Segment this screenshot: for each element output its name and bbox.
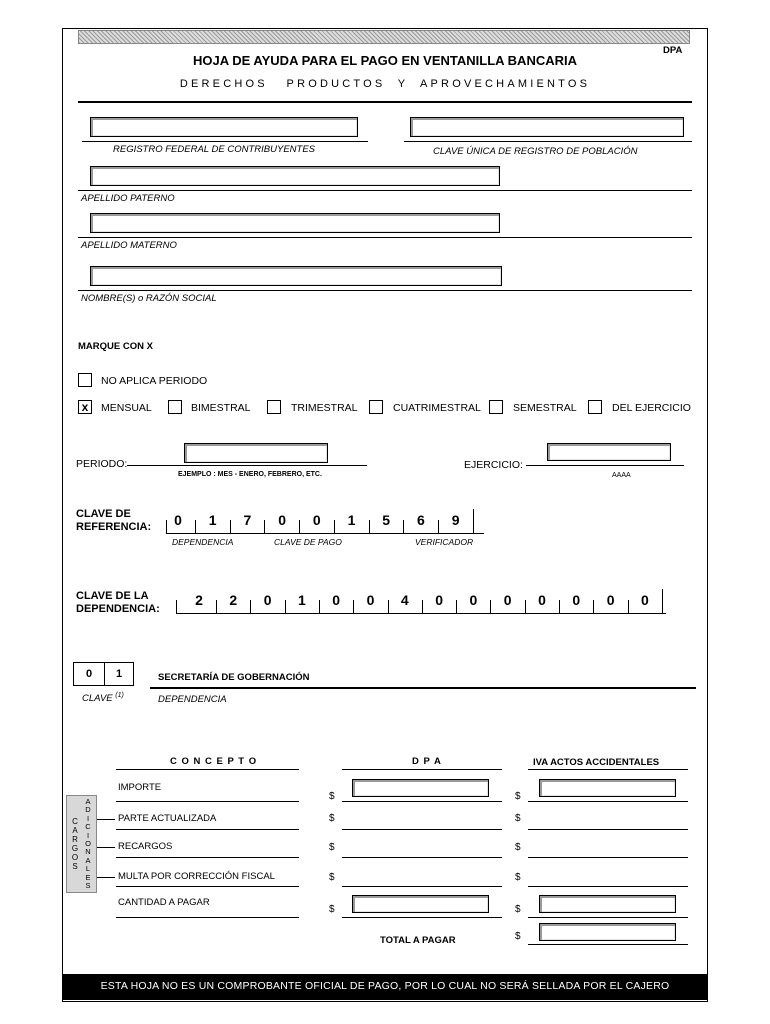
col-concepto: C O N C E P T O xyxy=(170,756,258,767)
iva-row-underline xyxy=(528,857,688,858)
periodo-underline xyxy=(127,465,367,466)
dependencia-clave-digit: 4 xyxy=(400,592,409,608)
referencia-label-line1: CLAVE DE xyxy=(76,508,131,520)
dependencia-clave-label-line1: CLAVE DE LA xyxy=(76,590,149,602)
referencia-digit-separator xyxy=(334,520,335,533)
dependencia-clave-digit-separator xyxy=(353,600,354,613)
concept-row-connector xyxy=(97,877,115,878)
referencia-label xyxy=(76,508,151,534)
no-aplica-checkbox[interactable] xyxy=(78,373,92,387)
adicionales-letter: S xyxy=(85,881,91,890)
referencia-digit-separator xyxy=(403,520,404,533)
col-dpa-rule xyxy=(342,769,502,770)
header-rule xyxy=(78,101,692,103)
dpa-row-underline xyxy=(342,857,502,858)
dependencia-clave-label-line2: DEPENDENCIA: xyxy=(76,603,160,615)
del-ejercicio-checkbox[interactable] xyxy=(588,400,602,414)
form-subtitle: DERECHOS PRODUCTOS Y APROVECHAMIENTOS xyxy=(179,78,591,90)
periodo-label: PERIODO: xyxy=(76,458,128,470)
dpa-amount-input[interactable] xyxy=(352,895,489,913)
referencia-digit-separator xyxy=(230,520,231,533)
no-aplica-label: NO APLICA PERIODO xyxy=(101,375,208,387)
rfc-underline xyxy=(82,141,368,142)
referencia-digit-separator xyxy=(299,520,300,533)
dpa-row-underline xyxy=(342,886,502,887)
referencia-digit-separator xyxy=(166,520,167,533)
referencia-digit: 0 xyxy=(278,512,286,528)
dpa-row-underline xyxy=(342,829,502,830)
referencia-label-line2: REFERENCIA: xyxy=(76,521,152,533)
adicionales-letter: O xyxy=(85,839,91,848)
curp-input[interactable] xyxy=(410,117,684,137)
dependencia-clave-digit: 0 xyxy=(572,592,581,608)
clave-label xyxy=(82,692,124,704)
concept-row-underline xyxy=(116,829,299,830)
dpa-row-underline xyxy=(342,917,502,918)
col-iva: IVA ACTOS ACCIDENTALES xyxy=(533,757,660,768)
trimestral-label: TRIMESTRAL xyxy=(291,402,358,414)
adicionales-letter: A xyxy=(85,855,91,865)
dependencia-clave-digit: 0 xyxy=(366,592,375,608)
dependencia-clave-label xyxy=(76,590,160,616)
referencia-digit-separator xyxy=(438,520,439,533)
nombre-underline xyxy=(78,290,692,291)
apellido-materno-label: APELLIDO MATERNO xyxy=(81,240,177,251)
dpa-amount-input[interactable] xyxy=(352,779,489,797)
del-ejercicio-label: DEL EJERCICIO xyxy=(612,402,691,414)
trimestral-checkbox[interactable] xyxy=(267,400,281,414)
referencia-digit: 6 xyxy=(416,512,425,528)
header-hatch-band xyxy=(78,30,690,44)
dependencia-clave-digit-separator xyxy=(490,600,491,613)
referencia-digit-separator xyxy=(195,520,196,533)
dependencia-clave-digit: 0 xyxy=(538,592,546,608)
concept-row-label: PARTE ACTUALIZADA xyxy=(118,813,217,824)
referencia-digit: 5 xyxy=(382,512,391,528)
iva-amount-input[interactable] xyxy=(539,779,676,797)
concept-row-connector xyxy=(97,847,115,848)
dpa-currency: $ xyxy=(329,842,335,853)
iva-currency: $ xyxy=(515,872,521,883)
concept-row-connector xyxy=(97,819,115,820)
referencia-digit: 9 xyxy=(451,512,460,528)
col-dpa: D P A xyxy=(412,756,442,767)
total-currency: $ xyxy=(515,931,521,942)
periodo-input[interactable] xyxy=(184,443,328,463)
dpa-currency: $ xyxy=(329,872,335,883)
dependencia-clave-digit-separator xyxy=(559,600,560,613)
adicionales-letter: A xyxy=(85,797,91,806)
dependencia-name-label: DEPENDENCIA xyxy=(158,694,227,705)
dpa-currency: $ xyxy=(329,904,335,915)
adicionales-letter: C xyxy=(85,822,91,832)
iva-currency: $ xyxy=(515,904,521,915)
dependencia-clave-digit-separator xyxy=(319,600,320,613)
footer-notice: ESTA HOJA NO ES UN COMPROBANTE OFICIAL DE PAGO, POR LO CUAL NO SERÁ SELLADA POR EL CAJERO xyxy=(100,980,670,992)
cargos-letter: G xyxy=(71,844,79,853)
dependencia-clave-digit-separator xyxy=(628,600,629,613)
apellido-materno-underline xyxy=(78,237,692,238)
iva-row-underline xyxy=(528,917,688,918)
nombre-input[interactable] xyxy=(90,266,502,286)
dependencia-clave-digit-separator xyxy=(525,600,526,613)
dpa-row-underline xyxy=(342,801,502,802)
iva-currency: $ xyxy=(515,791,521,802)
periodo-example: EJEMPLO : MES - ENERO, FEBRERO, ETC. xyxy=(178,471,322,478)
dependencia-clave-digit-separator xyxy=(176,600,177,613)
dependencia-clave-digit: 0 xyxy=(606,592,615,608)
referencia-digit-separator xyxy=(264,520,265,533)
cuatrimestral-checkbox[interactable] xyxy=(369,400,383,414)
cargos-letter: A xyxy=(72,826,78,835)
total-label: TOTAL A PAGAR xyxy=(380,935,456,946)
ejercicio-input[interactable] xyxy=(547,443,671,461)
dependencia-clave-digit-separator xyxy=(388,600,389,613)
clave-note: (1) xyxy=(115,692,124,699)
adicionales-letter: E xyxy=(85,872,91,882)
ejercicio-hint: AAAA xyxy=(612,472,631,479)
clave-digit-1: 0 xyxy=(73,662,105,686)
concept-row-label: CANTIDAD A PAGAR xyxy=(118,897,210,908)
dependencia-name: SECRETARÍA DE GOBERNACIÓN xyxy=(158,672,310,683)
adicionales-letter: I xyxy=(86,830,90,840)
dpa-currency: $ xyxy=(329,813,335,824)
ref-sub-clave-pago: CLAVE DE PAGO xyxy=(274,537,342,547)
ref-sub-verificador: VERIFICADOR xyxy=(415,537,474,547)
concept-row-underline xyxy=(116,801,299,802)
concept-row-underline xyxy=(116,917,299,918)
dependencia-clave-digit: 2 xyxy=(229,592,238,608)
cargos-letter: C xyxy=(72,817,78,826)
dependencia-clave-baseline xyxy=(176,613,666,614)
bimestral-checkbox[interactable] xyxy=(168,400,182,414)
iva-row-underline xyxy=(528,829,688,830)
clave-digit-2: 1 xyxy=(104,662,134,686)
rfc-input[interactable] xyxy=(90,117,358,137)
concept-row-label: MULTA POR CORRECCIÓN FISCAL xyxy=(118,871,275,882)
concept-row-label: IMPORTE xyxy=(118,782,162,793)
dependencia-clave-digit-separator xyxy=(285,600,286,613)
semestral-checkbox[interactable] xyxy=(489,400,503,414)
referencia-baseline xyxy=(166,533,484,534)
ref-sub-dependencia: DEPENDENCIA xyxy=(172,537,234,547)
dependencia-clave-digit: 0 xyxy=(469,592,478,608)
adicionales-letter: D xyxy=(85,805,91,815)
iva-currency: $ xyxy=(515,842,521,853)
referencia-digit: 0 xyxy=(174,512,182,528)
concept-row-underline xyxy=(116,857,299,858)
dependencia-clave-digit: 0 xyxy=(263,592,272,608)
cargos-letter: O xyxy=(71,853,79,862)
total-underline xyxy=(528,944,688,945)
dependencia-clave-digit: 2 xyxy=(195,592,203,608)
form-title: HOJA DE AYUDA PARA EL PAGO EN VENTANILLA BANCARIA xyxy=(192,53,577,68)
iva-currency: $ xyxy=(515,813,521,824)
iva-amount-input[interactable] xyxy=(539,895,676,913)
curp-underline xyxy=(404,141,692,142)
adicionales-letter: N xyxy=(85,847,91,857)
apellido-paterno-input[interactable] xyxy=(90,166,500,186)
dependencia-clave-digit: 1 xyxy=(297,592,306,608)
cuatrimestral-label: CUATRIMESTRAL xyxy=(393,402,481,414)
nombre-label: NOMBRE(S) o RAZÓN SOCIAL xyxy=(81,293,217,304)
rfc-label: REGISTRO FEDERAL DE CONTRIBUYENTES xyxy=(113,144,315,155)
dependencia-clave-digit: 0 xyxy=(435,592,443,608)
referencia-digit-separator xyxy=(473,509,474,533)
iva-row-underline xyxy=(528,886,688,887)
semestral-label: SEMESTRAL xyxy=(513,402,577,414)
referencia-digit-separator xyxy=(369,520,370,533)
col-concepto-rule xyxy=(116,769,299,770)
referencia-digit: 7 xyxy=(243,512,252,528)
dependencia-underline xyxy=(150,687,696,689)
form-code: DPA xyxy=(663,45,683,56)
cargos-letter: S xyxy=(72,862,78,871)
dependencia-clave-digit: 0 xyxy=(332,592,341,608)
apellido-materno-input[interactable] xyxy=(90,213,500,233)
dpa-currency: $ xyxy=(329,791,335,802)
concept-row-label: RECARGOS xyxy=(118,841,173,852)
referencia-digit: 0 xyxy=(312,512,321,528)
dependencia-clave-digit-separator xyxy=(456,600,457,613)
dependencia-clave-digit: 0 xyxy=(503,592,512,608)
marque-title: MARQUE CON X xyxy=(78,341,153,352)
col-iva-rule xyxy=(528,769,688,770)
curp-label: CLAVE ÚNICA DE REGISTRO DE POBLACIÓN xyxy=(433,146,638,157)
iva-row-underline xyxy=(528,801,688,802)
cargos-letter: R xyxy=(72,835,78,844)
apellido-paterno-underline xyxy=(78,190,692,191)
referencia-digit: 1 xyxy=(347,512,356,528)
ejercicio-underline xyxy=(526,465,684,466)
clave-label-text: CLAVE xyxy=(82,693,113,705)
dependencia-clave-digit-separator xyxy=(422,600,423,613)
adicionales-letter: I xyxy=(86,813,90,823)
dependencia-clave-digit-separator xyxy=(250,600,251,613)
ejercicio-label: EJERCICIO: xyxy=(464,459,523,471)
mensual-checkbox[interactable]: x xyxy=(78,400,92,414)
dependencia-clave-digit-separator xyxy=(662,589,663,613)
apellido-paterno-label: APELLIDO PATERNO xyxy=(81,193,175,204)
mensual-label: MENSUAL xyxy=(101,402,152,414)
concept-row-underline xyxy=(116,886,299,887)
dependencia-clave-digit-separator xyxy=(593,600,594,613)
total-input[interactable] xyxy=(539,923,676,941)
dependencia-clave-digit: 0 xyxy=(640,592,649,608)
adicionales-letter: L xyxy=(85,864,91,874)
dependencia-clave-digit-separator xyxy=(216,600,217,613)
referencia-digit: 1 xyxy=(208,512,217,528)
bimestral-label: BIMESTRAL xyxy=(191,402,251,414)
